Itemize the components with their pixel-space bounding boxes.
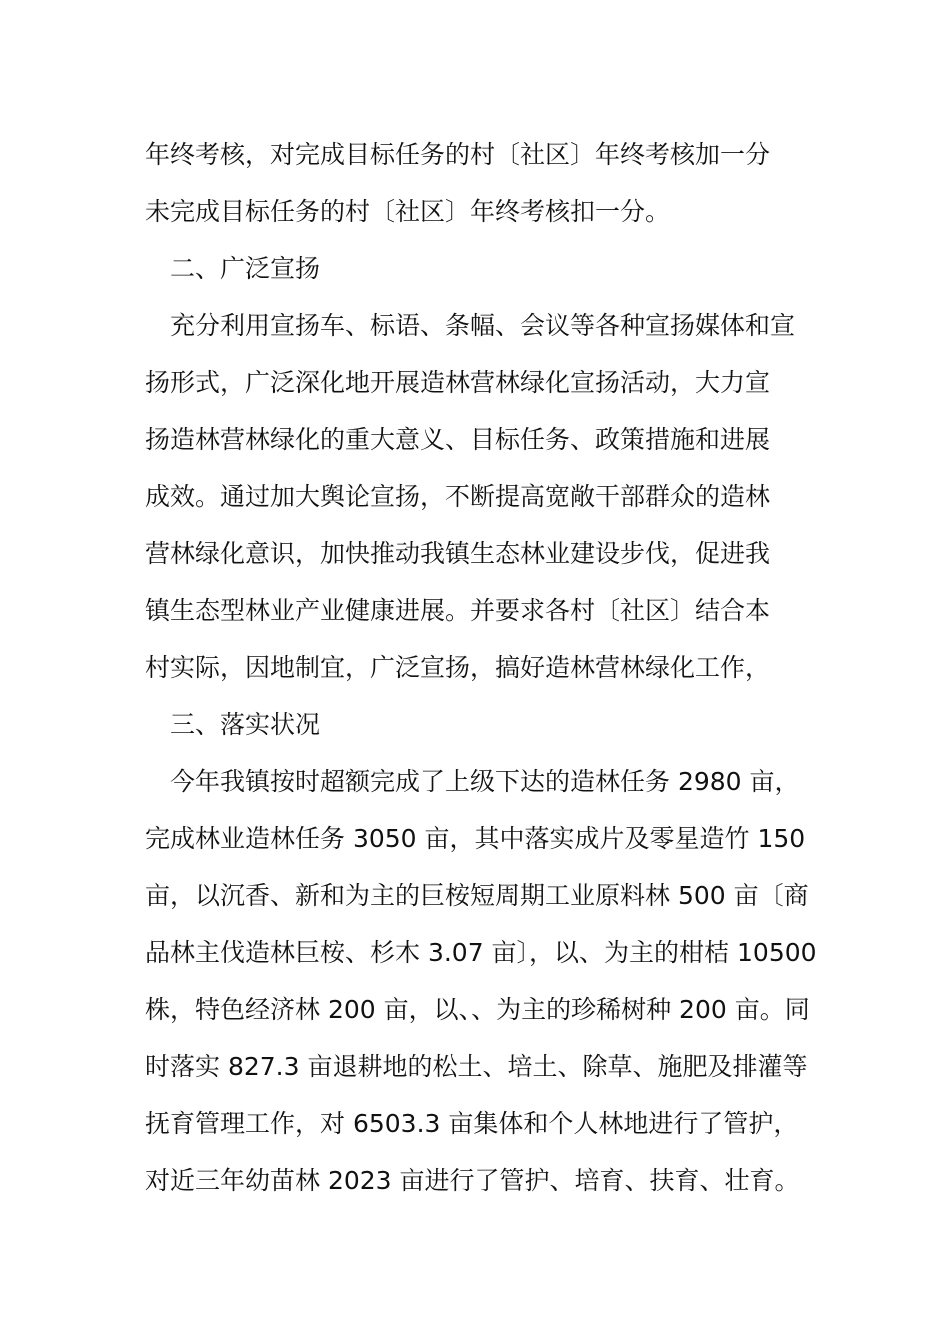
body-line-5: 扬形式，广泛深化地开展造林营林绿化宣扬活动，大力宣	[145, 368, 771, 397]
body-line-2: 未完成目标任务的村〔社区〕年终考核扣一分。	[145, 197, 671, 226]
body-line-15: 品林主伐造林巨桉、杉木 3.07 亩〕，以、为主的柑桔 10500	[145, 938, 817, 967]
body-line-18: 抚育管理工作，对 6503.3 亩集体和个人林地进行了管护，	[145, 1109, 799, 1138]
body-line-4: 充分利用宣扬车、标语、条幅、会议等各种宣扬媒体和宣	[170, 311, 796, 340]
body-line-9: 镇生态型林业产业健康进展。并要求各村〔社区〕结合本	[145, 596, 771, 625]
body-line-1: 年终考核，对完成目标任务的村〔社区〕年终考核加一分	[145, 140, 771, 169]
section-heading-3: 三、落实状况	[170, 710, 321, 739]
body-line-7: 成效。通过加大舆论宣扬，不断提高宽敞干部群众的造林	[145, 482, 771, 511]
section-heading-2: 二、广泛宣扬	[170, 254, 321, 283]
body-line-13: 完成林业造林任务 3050 亩，其中落实成片及零星造竹 150	[145, 824, 806, 853]
document-body	[145, 126, 817, 1209]
body-line-12: 今年我镇按时超额完成了上级下达的造林任务 2980 亩，	[170, 767, 800, 796]
body-line-16: 株，特色经济林 200 亩，以、、为主的珍稀树种 200 亩。同	[145, 995, 810, 1024]
body-line-19: 对近三年幼苗林 2023 亩进行了管护、培育、扶育、壮育。	[145, 1166, 800, 1195]
body-line-14: 亩，以沉香、新和为主的巨桉短周期工业原料林 500 亩〔商	[145, 881, 809, 910]
body-line-6: 扬造林营林绿化的重大意义、目标任务、政策措施和进展	[145, 425, 771, 454]
body-line-10: 村实际，因地制宜，广泛宣扬，搞好造林营林绿化工作，	[145, 653, 771, 682]
body-line-8: 营林绿化意识，加快推动我镇生态林业建设步伐，促进我	[145, 539, 771, 568]
body-line-17: 时落实 827.3 亩退耕地的松土、培土、除草、施肥及排灌等	[145, 1052, 808, 1081]
